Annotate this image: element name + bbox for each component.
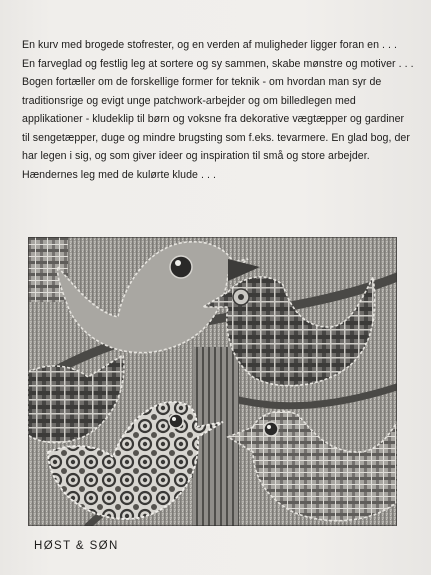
birds-applique-illustration [28,237,397,526]
cover-photo-appliqued-birds [28,237,397,526]
blurb-paragraph-2: En farveglad og festlig leg at sortere og sy sammen, skabe mønstre og motiver . . . [22,57,414,70]
blurb-paragraph-3: Bogen fortæller om de forskellige former for teknik - om hvordan man syr de traditionsrige og evigt unge patchwork-arbejder og om billedlegen med applikationer - kludeklip til børn og voksne fra dekorative vægtæpper og gardiner til sengetæpper, duge og mindre brugsting som f.eks. tevarmere. En glad bog, der har legen i sig, og som giver ideer og inspiration til små og store arbejder. Hændernes leg med de kulørte klude . . . [22,76,410,181]
blurb-text [22,36,414,184]
blurb-paragraph-1: En kurv med brogede stofrester, og en verden af muligheder ligger foran en . . . [22,39,397,51]
publisher-name: HØST & SØN [34,540,119,552]
